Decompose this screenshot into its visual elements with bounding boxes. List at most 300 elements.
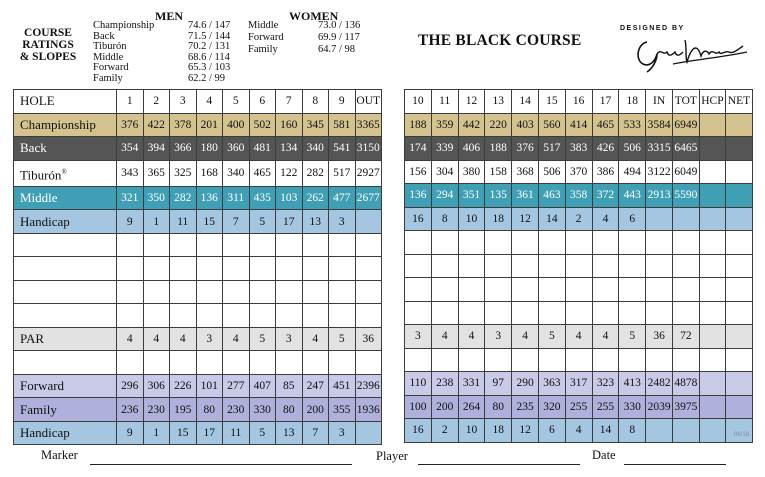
score-entry-cell[interactable] (117, 304, 144, 328)
score-entry-cell[interactable] (672, 231, 699, 255)
yardage-cell: 180 (196, 137, 223, 161)
yardage-cell: 320 (538, 395, 565, 419)
yardage-cell: 277 (223, 374, 250, 398)
score-entry-cell[interactable] (646, 301, 673, 325)
score-entry-cell[interactable] (302, 280, 329, 304)
score-entry-cell[interactable] (726, 113, 753, 137)
score-entry-cell[interactable] (672, 301, 699, 325)
women-rating-row: Forward (248, 32, 284, 43)
yardage-cell: 5 (538, 325, 565, 349)
yardage-cell: 4 (302, 327, 329, 351)
score-entry-cell[interactable] (431, 254, 458, 278)
score-entry-cell[interactable] (249, 304, 276, 328)
score-entry-cell[interactable] (143, 280, 170, 304)
score-entry-cell[interactable] (699, 113, 725, 137)
yardage-cell: 264 (458, 395, 485, 419)
yardage-cell: 311 (223, 186, 250, 210)
score-entry-cell[interactable] (619, 254, 646, 278)
hole-header-cell: 10 (405, 90, 432, 114)
score-entry-cell[interactable] (223, 233, 250, 257)
score-entry-cell[interactable] (726, 137, 753, 161)
score-entry-cell[interactable] (672, 254, 699, 278)
score-entry-cell[interactable] (699, 395, 725, 419)
hole-header-cell: NET (726, 90, 753, 114)
yardage-cell: 435 (249, 186, 276, 210)
score-entry-cell[interactable] (458, 254, 485, 278)
hole-header-cell: 13 (485, 90, 512, 114)
yardage-cell: 235 (512, 395, 539, 419)
score-entry-cell[interactable] (592, 254, 619, 278)
score-entry-cell[interactable] (302, 304, 329, 328)
score-entry-cell[interactable] (302, 233, 329, 257)
yardage-cell: 317 (565, 372, 592, 396)
yardage-cell: 4 (565, 325, 592, 349)
yardage-cell: 1936 (355, 398, 382, 422)
yardage-cell: 5 (619, 325, 646, 349)
yardage-cell: 331 (458, 372, 485, 396)
score-entry-cell[interactable] (592, 348, 619, 372)
yardage-cell: 368 (512, 160, 539, 184)
score-entry-cell[interactable] (565, 254, 592, 278)
yardage-cell: 2039 (646, 395, 673, 419)
hole-header-cell: 15 (538, 90, 565, 114)
score-entry-cell[interactable] (196, 304, 223, 328)
hole-header-cell: TOT (672, 90, 699, 114)
yardage-cell: 3584 (646, 113, 673, 137)
score-entry-cell[interactable] (726, 278, 753, 302)
score-entry-cell[interactable] (117, 280, 144, 304)
score-entry-cell[interactable] (699, 372, 725, 396)
score-entry-cell[interactable] (699, 207, 725, 231)
score-entry-cell[interactable] (431, 348, 458, 372)
row-label: Back (14, 137, 117, 161)
row-label (14, 351, 117, 375)
yardage-cell: 517 (538, 137, 565, 161)
score-entry-cell[interactable] (726, 395, 753, 419)
yardage-cell: 376 (512, 137, 539, 161)
women-rating-row: Middle (248, 20, 279, 31)
version-mark: 06/18 (733, 432, 749, 438)
row-label: Handicap (14, 421, 117, 445)
yardage-cell: 200 (431, 395, 458, 419)
score-entry-cell[interactable] (619, 301, 646, 325)
hole-header-cell: 16 (565, 90, 592, 114)
score-entry-cell[interactable] (329, 280, 356, 304)
score-entry-cell[interactable] (276, 233, 303, 257)
score-entry-cell[interactable] (355, 351, 382, 375)
yardage-cell: 7 (223, 210, 250, 234)
score-entry-cell[interactable] (619, 348, 646, 372)
yardage-cell: 290 (512, 372, 539, 396)
score-entry-cell[interactable] (592, 278, 619, 302)
score-entry-cell[interactable] (565, 348, 592, 372)
hole-header-cell: 8 (302, 90, 329, 114)
score-row (14, 280, 382, 304)
score-entry-cell[interactable] (355, 280, 382, 304)
yardage-cell: 394 (143, 137, 170, 161)
score-entry-cell[interactable] (538, 301, 565, 325)
score-entry-cell[interactable] (538, 278, 565, 302)
yardage-cell: 506 (619, 137, 646, 161)
yardage-cell: 5 (249, 210, 276, 234)
score-entry-cell[interactable] (512, 348, 539, 372)
score-entry-cell[interactable] (249, 351, 276, 375)
score-entry-cell[interactable] (485, 301, 512, 325)
yardage-cell: 403 (512, 113, 539, 137)
score-entry-cell[interactable] (249, 257, 276, 281)
score-entry-cell[interactable] (726, 372, 753, 396)
score-entry-cell[interactable] (699, 254, 725, 278)
yardage-cell: 238 (431, 372, 458, 396)
yardage-cell: 3150 (355, 137, 382, 161)
yardage-cell: 226 (170, 374, 197, 398)
row-label[interactable] (14, 304, 117, 328)
score-entry-cell[interactable] (276, 257, 303, 281)
hole-header-cell: HOLE (14, 90, 117, 114)
yardage-cell: 4 (512, 325, 539, 349)
yardage-cell: 16 (405, 207, 432, 231)
yardage-cell: 9 (117, 421, 144, 445)
score-entry-cell[interactable] (619, 278, 646, 302)
yardage-cell: 230 (223, 398, 250, 422)
score-entry-cell[interactable] (405, 278, 432, 302)
yardage-cell: 282 (170, 186, 197, 210)
yardage-cell: 494 (619, 160, 646, 184)
score-entry-cell[interactable] (646, 231, 673, 255)
score-entry-cell[interactable] (726, 184, 753, 208)
score-entry-cell[interactable] (329, 257, 356, 281)
yardage-cell: 363 (538, 372, 565, 396)
women-rating-row: Family (248, 44, 278, 55)
score-row (14, 233, 382, 257)
score-entry-cell[interactable] (196, 351, 223, 375)
score-entry-cell[interactable] (143, 304, 170, 328)
score-entry-cell[interactable] (223, 351, 250, 375)
yardage-cell: 3 (276, 327, 303, 351)
hole-header-cell: 12 (458, 90, 485, 114)
yardage-cell: 18 (485, 419, 512, 443)
yardage-cell: 13 (302, 210, 329, 234)
score-entry-cell[interactable] (276, 280, 303, 304)
score-entry-cell[interactable] (726, 325, 753, 349)
score-entry-cell[interactable] (117, 233, 144, 257)
score-entry-cell[interactable] (302, 351, 329, 375)
score-entry-cell[interactable] (565, 231, 592, 255)
yardage-cell: 17 (276, 210, 303, 234)
yardage-cell: 80 (485, 395, 512, 419)
yardage-cell: 442 (458, 113, 485, 137)
row-label: Forward (14, 374, 117, 398)
yardage-cell: 174 (405, 137, 432, 161)
score-entry-cell[interactable] (329, 304, 356, 328)
yardage-cell: 3365 (355, 113, 382, 137)
yardage-cell: 247 (302, 374, 329, 398)
score-entry-cell[interactable] (512, 231, 539, 255)
yardage-cell: 236 (117, 398, 144, 422)
score-entry-cell[interactable] (143, 351, 170, 375)
score-entry-cell[interactable] (143, 233, 170, 257)
score-entry-cell[interactable] (117, 351, 144, 375)
score-entry-cell[interactable] (405, 231, 432, 255)
score-entry-cell[interactable] (699, 184, 725, 208)
score-entry-cell[interactable] (726, 231, 753, 255)
score-entry-cell[interactable] (223, 257, 250, 281)
women-title: WOMEN (289, 9, 339, 23)
score-entry-cell[interactable] (726, 254, 753, 278)
score-entry-cell[interactable] (699, 137, 725, 161)
yardage-cell: 134 (276, 137, 303, 161)
yardage-cell: 365 (143, 160, 170, 186)
score-entry-cell[interactable] (458, 231, 485, 255)
score-row (14, 113, 382, 137)
yardage-cell: 4 (431, 325, 458, 349)
yardage-cell: 330 (619, 395, 646, 419)
women-rating-value: 64.7 / 98 (318, 44, 356, 55)
score-entry-cell[interactable] (170, 351, 197, 375)
yardage-cell: 3315 (646, 137, 673, 161)
yardage-cell: 4 (223, 327, 250, 351)
yardage-cell: 2 (431, 419, 458, 443)
score-row (405, 160, 753, 184)
yardage-cell: 541 (329, 137, 356, 161)
score-entry-cell[interactable] (249, 280, 276, 304)
score-entry-cell[interactable] (431, 301, 458, 325)
score-entry-cell[interactable] (726, 207, 753, 231)
score-entry-cell[interactable] (355, 233, 382, 257)
yardage-cell: 426 (592, 137, 619, 161)
score-entry-cell[interactable] (143, 257, 170, 281)
score-entry-cell[interactable] (405, 301, 432, 325)
score-entry-cell[interactable] (699, 325, 725, 349)
yardage-cell: 156 (405, 160, 432, 184)
score-entry-cell[interactable] (726, 348, 753, 372)
score-entry-cell[interactable] (329, 233, 356, 257)
yardage-cell: 351 (458, 184, 485, 208)
score-entry-cell[interactable] (726, 301, 753, 325)
course-title: THE BLACK COURSE (418, 32, 582, 49)
yardage-cell: 6949 (672, 113, 699, 137)
yardage-cell: 340 (223, 160, 250, 186)
score-entry-cell[interactable] (485, 278, 512, 302)
score-entry-cell[interactable] (196, 257, 223, 281)
score-row (405, 372, 753, 396)
score-entry-cell[interactable] (699, 231, 725, 255)
score-entry-cell[interactable] (302, 257, 329, 281)
men-rating-row: Family (93, 72, 123, 84)
score-entry-cell[interactable] (170, 233, 197, 257)
yardage-cell: 15 (196, 210, 223, 234)
yardage-cell: 3975 (672, 395, 699, 419)
yardage-cell: 36 (355, 327, 382, 351)
score-entry-cell[interactable] (565, 278, 592, 302)
yardage-cell: 465 (249, 160, 276, 186)
yardage-cell: 3 (329, 210, 356, 234)
yardage-cell: 413 (619, 372, 646, 396)
hole-header-row (405, 90, 753, 114)
score-row (14, 327, 382, 351)
score-entry-cell[interactable] (458, 348, 485, 372)
yardage-cell: 1 (143, 421, 170, 445)
player-label: Player (376, 449, 408, 463)
score-entry-cell[interactable] (646, 419, 673, 443)
back-nine-table (404, 89, 753, 443)
men-rating-row: Middle (93, 51, 124, 63)
yardage-cell: 5 (249, 421, 276, 445)
row-label: PAR (14, 327, 117, 351)
score-entry-cell[interactable] (170, 280, 197, 304)
score-entry-cell[interactable] (592, 231, 619, 255)
score-entry-cell[interactable] (249, 233, 276, 257)
yardage-cell: 14 (592, 419, 619, 443)
score-entry-cell[interactable] (485, 254, 512, 278)
men-rating-value: 74.6 / 147 (188, 20, 231, 31)
yardage-cell: 282 (302, 160, 329, 186)
row-label[interactable] (14, 280, 117, 304)
yardage-cell: 14 (538, 207, 565, 231)
yardage-cell: 80 (276, 398, 303, 422)
score-entry-cell[interactable] (355, 304, 382, 328)
score-entry-cell[interactable] (672, 278, 699, 302)
yardage-cell: 4878 (672, 372, 699, 396)
score-entry-cell[interactable] (646, 207, 673, 231)
yardage-cell: 355 (329, 398, 356, 422)
score-entry-cell[interactable] (485, 348, 512, 372)
women-rating-value: 69.9 / 117 (318, 32, 360, 43)
score-entry-cell[interactable] (405, 254, 432, 278)
yardage-cell: 5 (249, 327, 276, 351)
score-entry-cell[interactable] (672, 419, 699, 443)
score-entry-cell[interactable] (485, 231, 512, 255)
score-entry-cell[interactable] (699, 301, 725, 325)
yardage-cell: 16 (405, 419, 432, 443)
score-entry-cell[interactable] (196, 280, 223, 304)
score-entry-cell[interactable] (431, 231, 458, 255)
yardage-cell: 4 (592, 207, 619, 231)
hole-header-cell: 18 (619, 90, 646, 114)
yardage-cell: 168 (196, 160, 223, 186)
date-label: Date (592, 448, 616, 462)
yardage-cell: 110 (405, 372, 432, 396)
yardage-cell: 343 (117, 160, 144, 186)
yardage-cell: 354 (117, 137, 144, 161)
yardage-cell: 8 (431, 207, 458, 231)
score-entry-cell[interactable] (726, 160, 753, 184)
score-entry-cell[interactable] (170, 257, 197, 281)
men-rating-value: 62.2 / 99 (188, 72, 226, 84)
score-entry-cell[interactable] (646, 254, 673, 278)
yardage-cell: 36 (646, 325, 673, 349)
yardage-cell: 6465 (672, 137, 699, 161)
score-entry-cell[interactable] (512, 254, 539, 278)
score-entry-cell[interactable] (538, 348, 565, 372)
yardage-cell: 72 (672, 325, 699, 349)
yardage-cell: 195 (170, 398, 197, 422)
yardage-cell: 323 (592, 372, 619, 396)
score-entry-cell[interactable] (223, 304, 250, 328)
yardage-cell: 386 (592, 160, 619, 184)
score-entry-cell[interactable] (223, 280, 250, 304)
score-entry-cell[interactable] (646, 348, 673, 372)
yardage-cell: 2 (565, 207, 592, 231)
score-entry-cell[interactable] (355, 421, 382, 445)
yardage-cell: 378 (170, 113, 197, 137)
score-entry-cell[interactable] (276, 351, 303, 375)
hole-header-cell: 11 (431, 90, 458, 114)
date-line[interactable] (624, 464, 726, 465)
yardage-cell: 9 (117, 210, 144, 234)
yardage-cell: 517 (329, 160, 356, 186)
yardage-cell: 4 (170, 327, 197, 351)
score-entry-cell[interactable] (538, 254, 565, 278)
yardage-cell: 359 (431, 113, 458, 137)
yardage-cell: 3 (405, 325, 432, 349)
row-label[interactable] (14, 257, 117, 281)
score-entry-cell[interactable] (329, 351, 356, 375)
yardage-cell: 4 (117, 327, 144, 351)
score-entry-cell[interactable] (512, 278, 539, 302)
score-entry-cell[interactable] (355, 210, 382, 234)
score-entry-cell[interactable] (619, 231, 646, 255)
score-row (405, 325, 753, 349)
yardage-cell: 103 (276, 186, 303, 210)
yardage-cell: 443 (619, 184, 646, 208)
score-entry-cell[interactable] (565, 301, 592, 325)
yardage-cell: 581 (329, 113, 356, 137)
score-row (405, 301, 753, 325)
score-entry-cell[interactable] (458, 278, 485, 302)
yardage-cell: 422 (143, 113, 170, 137)
marker-line[interactable] (90, 464, 352, 465)
score-entry-cell[interactable] (431, 278, 458, 302)
yardage-cell: 5590 (672, 184, 699, 208)
hole-header-cell: 4 (196, 90, 223, 114)
score-entry-cell[interactable] (699, 348, 725, 372)
yardage-cell: 296 (117, 374, 144, 398)
score-entry-cell[interactable] (592, 301, 619, 325)
score-entry-cell[interactable] (672, 207, 699, 231)
score-entry-cell[interactable] (699, 160, 725, 184)
score-entry-cell[interactable] (672, 348, 699, 372)
score-entry-cell[interactable] (538, 231, 565, 255)
hole-header-cell: 1 (117, 90, 144, 114)
score-entry-cell[interactable] (699, 419, 725, 443)
yardage-cell: 11 (170, 210, 197, 234)
men-rating-value: 68.6 / 114 (188, 51, 230, 63)
score-entry-cell[interactable] (355, 257, 382, 281)
men-rating-row: Forward (93, 62, 129, 73)
score-entry-cell[interactable] (699, 278, 725, 302)
score-entry-cell[interactable] (646, 278, 673, 302)
score-entry-cell[interactable] (458, 301, 485, 325)
yardage-cell: 230 (143, 398, 170, 422)
yardage-cell: 350 (143, 186, 170, 210)
yardage-cell: 220 (485, 113, 512, 137)
yardage-cell: 160 (276, 113, 303, 137)
yardage-cell: 80 (196, 398, 223, 422)
score-entry-cell[interactable] (117, 257, 144, 281)
score-entry-cell[interactable] (196, 233, 223, 257)
score-row (14, 186, 382, 210)
score-entry-cell[interactable] (405, 348, 432, 372)
score-entry-cell[interactable] (512, 301, 539, 325)
player-line[interactable] (418, 464, 580, 465)
hole-header-cell: 3 (170, 90, 197, 114)
score-entry-cell[interactable] (170, 304, 197, 328)
score-entry-cell[interactable] (276, 304, 303, 328)
yardage-cell: 4 (143, 327, 170, 351)
yardage-cell: 506 (538, 160, 565, 184)
row-label[interactable] (14, 233, 117, 257)
